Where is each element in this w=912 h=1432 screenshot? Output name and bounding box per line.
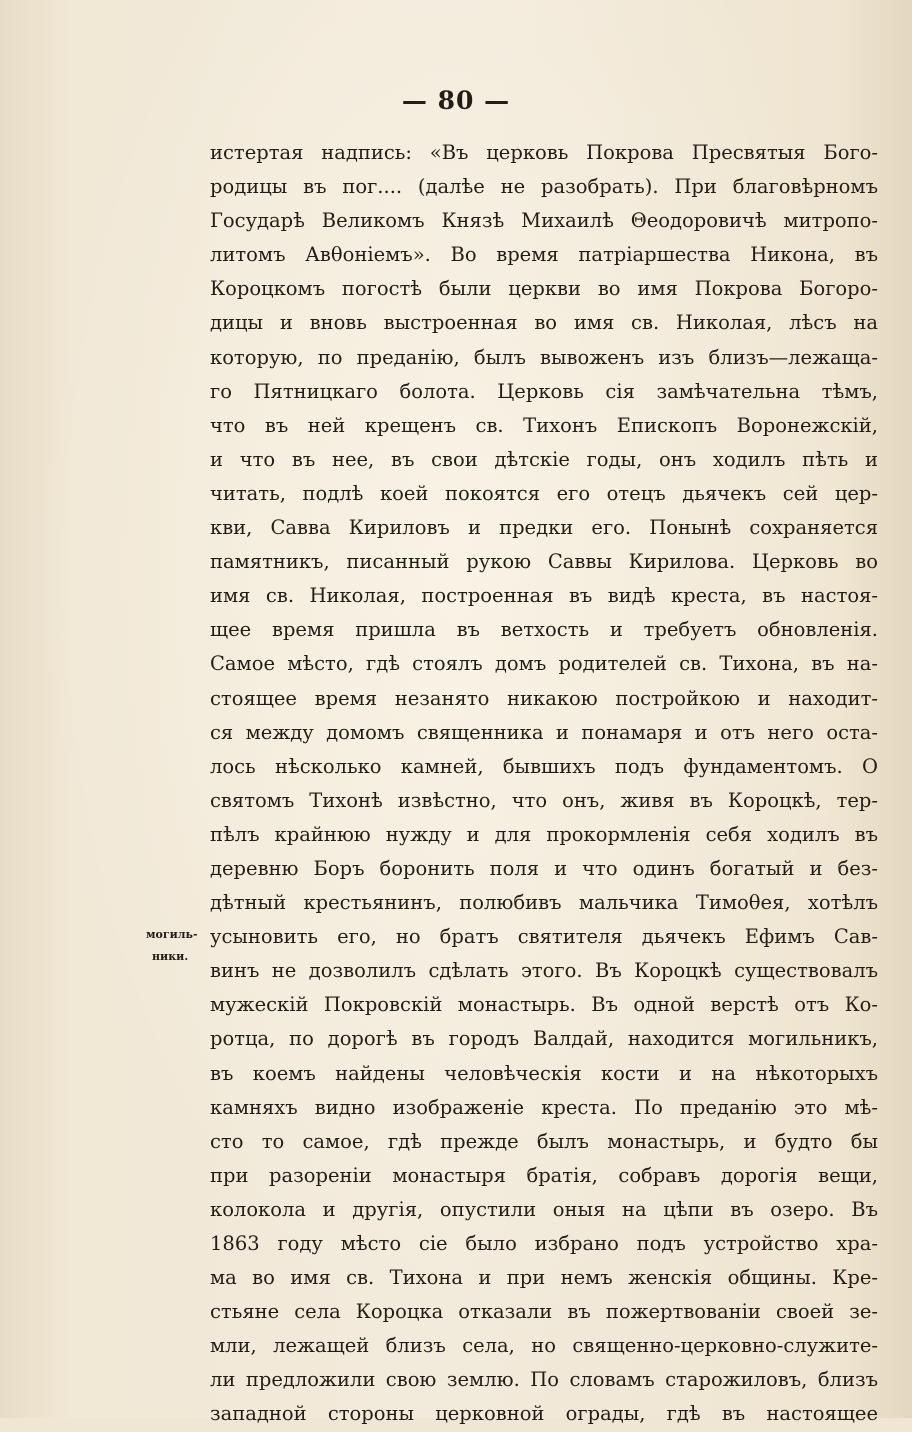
- text-line: въ коемъ найдены человѣческія кости и на нѣкоторыхъ: [210, 1061, 878, 1085]
- text-line: Самое мѣсто, гдѣ стоялъ домъ родителей св. Тихона, въ на-: [210, 652, 878, 676]
- text-line: го Пятницкаго болота. Церковь сія замѣчательна тѣмъ,: [210, 379, 878, 403]
- text-line: и что въ нее, въ свои дѣтскіе годы, онъ ходилъ пѣть и: [210, 447, 878, 471]
- text-line: дицы и вновь выстроенная во имя св. Николая, лѣсъ на: [210, 311, 878, 335]
- text-line: родицы въ пог.... (далѣе не разобрать). При благовѣрномъ: [210, 175, 878, 199]
- text-line: стоящее время незанято никакою постройкою и находит-: [210, 686, 878, 710]
- text-line: читать, подлѣ коей покоятся его отецъ дьячекъ сей цер-: [210, 481, 878, 505]
- text-line: которую, по преданію, былъ вывоженъ изъ близъ—лежаща-: [210, 345, 878, 369]
- text-line: кви, Савва Кириловъ и предки его. Понынѣ сохраняется: [210, 516, 878, 540]
- text-line: святомъ Тихонѣ извѣстно, что онъ, живя въ Короцкѣ, тер-: [210, 788, 878, 812]
- text-line: сто то самое, гдѣ прежде былъ монастырь, и будто бы: [210, 1129, 878, 1153]
- text-line: литомъ Авθоніемъ». Во время патріаршества Никона, въ: [210, 243, 878, 267]
- text-line: Короцкомъ погостѣ были церкви во имя Покрова Богоро-: [210, 277, 878, 301]
- text-line: дѣтный крестьянинъ, полюбивъ мальчика Тимоθея, хотѣлъ: [210, 891, 878, 915]
- text-line: при разореніи монастыря братія, собравъ дорогія вещи,: [210, 1163, 878, 1187]
- text-line: ма во имя св. Тихона и при немъ женскія общины. Кре-: [210, 1266, 878, 1290]
- text-line: усыновить его, но братъ святителя дьячекъ Ефимъ Сав-: [210, 925, 878, 949]
- text-line: истертая надпись: «Въ церковь Покрова Пресвятыя Бого-: [210, 141, 878, 164]
- text-line: камняхъ видно изображеніе креста. По преданію это мѣ-: [210, 1095, 878, 1119]
- text-line: колокола и другія, опустили оныя на цѣпи въ озеро. Въ: [210, 1197, 878, 1221]
- text-line: мли, лежащей близъ села, но священно-церковно-служите-: [210, 1334, 878, 1358]
- text-line: ли предложили свою землю. По словамъ старожиловъ, близъ: [210, 1368, 878, 1392]
- text-line: ротца, по дорогѣ въ городъ Валдай, находится могильникъ,: [210, 1027, 878, 1051]
- text-line: щее время пришла въ ветхость и требуетъ обновленія.: [210, 618, 878, 642]
- margin-note-line-2: ники.: [152, 950, 189, 963]
- margin-note-line-1: могиль-: [146, 928, 198, 941]
- text-line: мужескій Покровскій монастырь. Въ одной верстѣ отъ Ко-: [210, 993, 878, 1017]
- text-line: стьяне села Короцка отказали въ пожертвованіи своей зе-: [210, 1300, 878, 1324]
- body-text: [210, 136, 878, 1432]
- text-line: что въ ней крещенъ св. Тихонъ Епископъ Воронежскій,: [210, 413, 878, 437]
- text-line: ся между домомъ священника и понамаря и отъ него оста-: [210, 720, 878, 744]
- text-line: пѣлъ крайнюю нужду и для прокормленія себя ходилъ въ: [210, 822, 878, 846]
- margin-note: [146, 924, 208, 968]
- text-line: деревню Боръ боронить поля и что одинъ богатый и без-: [210, 856, 878, 880]
- text-line: винъ не дозволилъ сдѣлать этого. Въ Короцкѣ существовалъ: [210, 959, 878, 983]
- text-line: имя св. Николая, построенная въ видѣ креста, въ настоя-: [210, 584, 878, 608]
- text-line: западной стороны церковной ограды, гдѣ въ настоящее: [210, 1402, 878, 1426]
- text-line: памятникъ, писанный рукою Саввы Кирилова. Церковь во: [210, 550, 878, 574]
- text-line: лось нѣсколько камней, бывшихъ подъ фундаментомъ. О: [210, 754, 878, 778]
- text-line: Государѣ Великомъ Князѣ Михаилѣ Θеодоровичѣ митропо-: [210, 209, 878, 233]
- text-line: 1863 году мѣсто сіе было избрано подъ устройство хра-: [210, 1232, 878, 1255]
- page-number: — 80 —: [401, 86, 511, 115]
